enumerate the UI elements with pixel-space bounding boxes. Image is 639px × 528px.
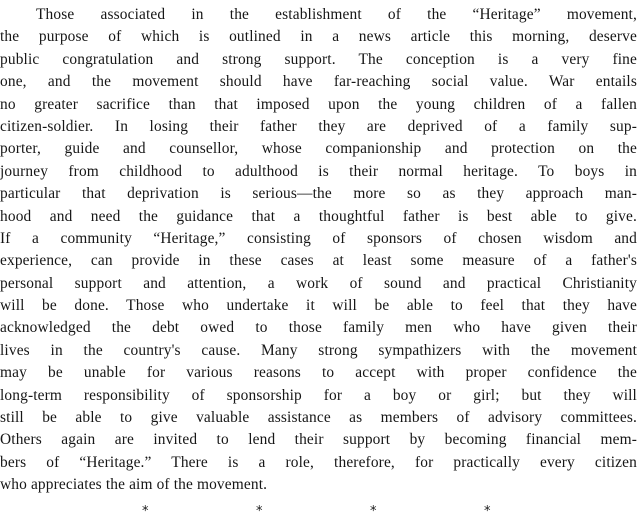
- article-line-9: particular that deprivation is serious—the more so as they approach man-: [0, 185, 637, 203]
- editorial-article: [0, 4, 639, 497]
- article-line-17: may be unable for various reasons to accept with proper confidence the: [0, 364, 637, 382]
- article-line-8: journey from childhood to adulthood is their normal heritage. To boys in: [0, 162, 637, 180]
- article-line-12: experience, can provide in these cases at least some measure of a father's: [0, 252, 637, 270]
- article-line-22: who appreciates the aim of the movement.: [0, 476, 268, 494]
- article-line-13: personal support and attention, a work of sound and practical Christianity: [0, 274, 637, 292]
- article-line-20: Others again are invited to lend their support by becoming financial mem-: [0, 431, 637, 449]
- separator-star: *: [142, 504, 149, 519]
- article-line-18: long-term responsibility of sponsorship for a boy or girl; but they will: [0, 386, 637, 404]
- article-line-5: no greater sacrifice than that imposed upon the young children of a fallen: [0, 95, 637, 113]
- article-line-7: porter, guide and counsellor, whose companionship and protection on the: [0, 140, 637, 158]
- separator-star: *: [370, 504, 377, 519]
- article-line-11: If a community “Heritage,” consisting of sponsors of chosen wisdom and: [0, 229, 637, 247]
- article-line-21: bers of “Heritage.” There is a role, therefore, for practically every citizen: [0, 453, 637, 471]
- article-line-19: still be able to give valuable assistance as members of advisory committees.: [0, 409, 637, 427]
- article-line-2: the purpose of which is outlined in a news article this morning, deserve: [0, 28, 637, 46]
- section-separator: [0, 500, 639, 524]
- article-line-16: lives in the country's cause. Many strong sympathizers with the movement: [0, 341, 637, 359]
- article-line-4: one, and the movement should have far-reaching social value. War entails: [0, 73, 637, 91]
- article-line-1: Those associated in the establishment of the “Heritage” movement,: [36, 6, 637, 23]
- article-line-6: citizen-soldier. In losing their father they are deprived of a family sup-: [0, 117, 637, 135]
- article-line-10: hood and need the guidance that a thoughtful father is best able to give.: [0, 207, 637, 225]
- article-line-15: acknowledged the debt owed to those family men who have given their: [0, 319, 637, 337]
- article-line-3: public congratulation and strong support. The conception is a very fine: [0, 50, 637, 68]
- separator-star: *: [256, 504, 263, 519]
- separator-star: *: [484, 504, 491, 519]
- article-line-14: will be done. Those who undertake it will be able to feel that they have: [0, 297, 637, 315]
